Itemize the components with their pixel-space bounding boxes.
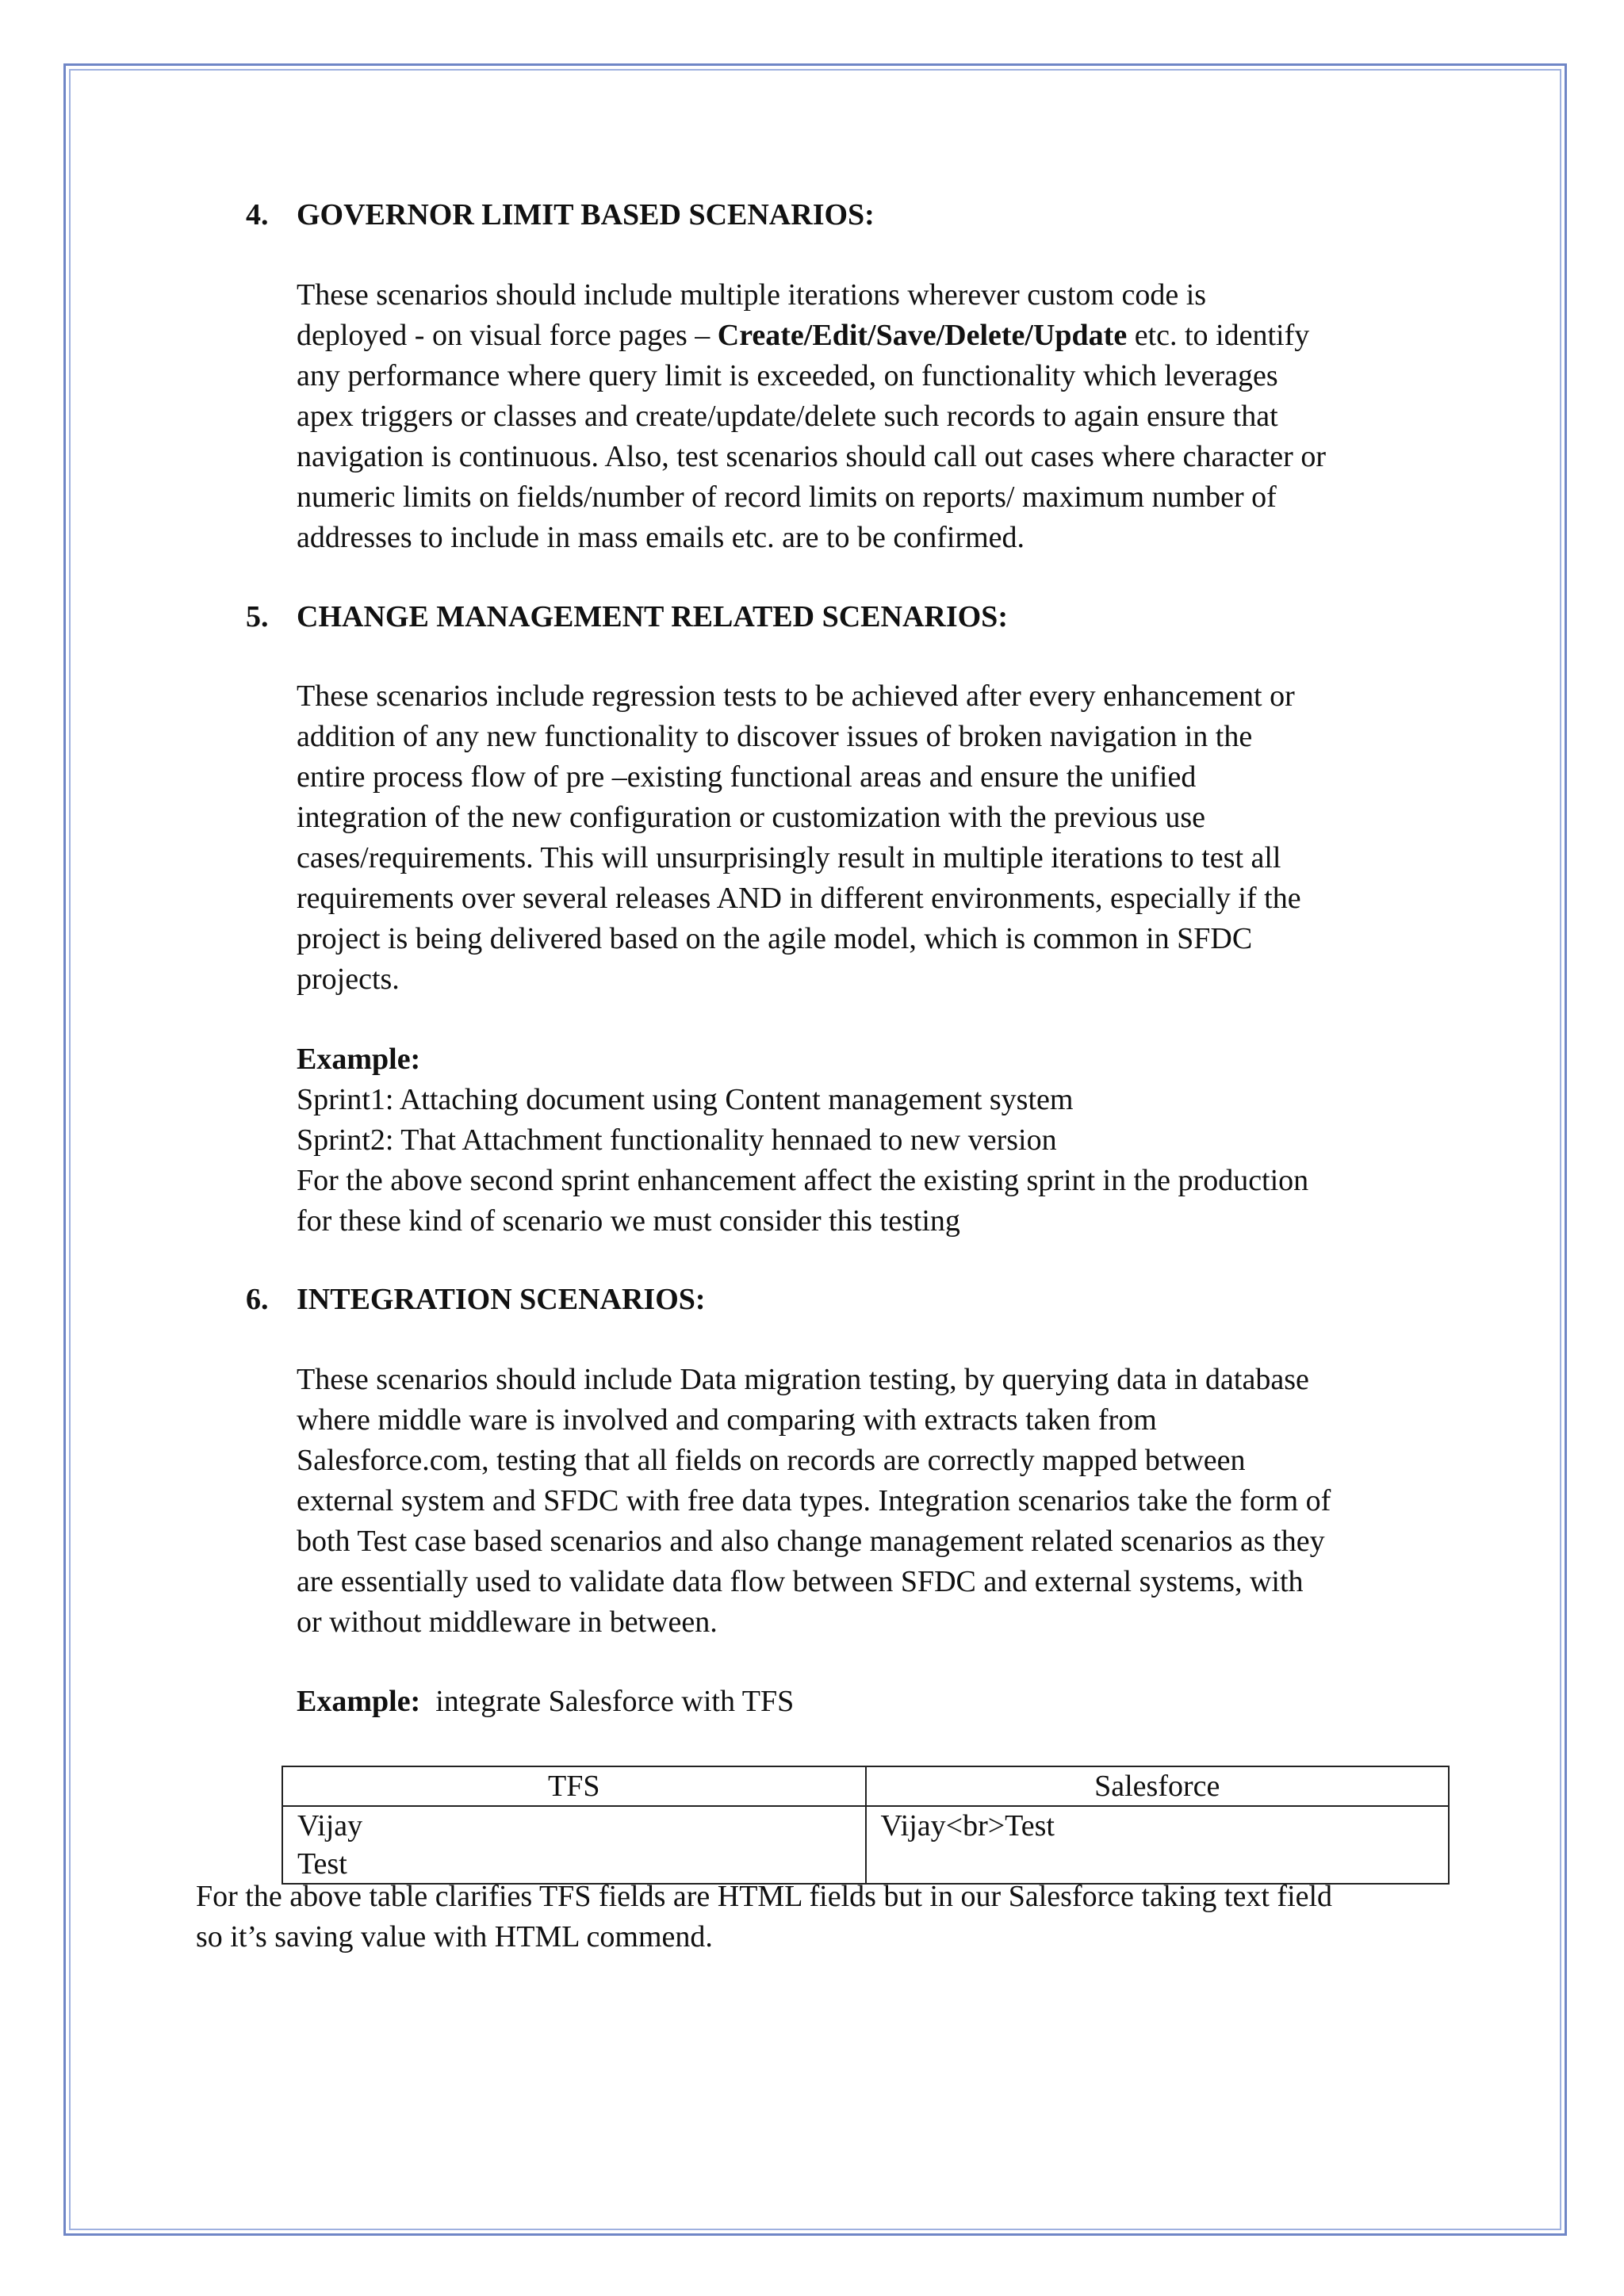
section-title: INTEGRATION SCENARIOS: <box>297 1283 706 1316</box>
section-6-example <box>297 1682 1454 1722</box>
text-line: any performance where query limit is exceeded, on functionality which leverages <box>297 359 1278 392</box>
section-5-paragraph <box>297 676 1454 1000</box>
table-cell-tfs <box>282 1806 866 1884</box>
text-line: Sprint2: That Attachment functionality hennaed to new version <box>297 1123 1057 1157</box>
text-line: For the above second sprint enhancement affect the existing sprint in the production <box>297 1164 1309 1197</box>
example-text: integrate Salesforce with TFS <box>420 1685 795 1718</box>
text-line: external system and SFDC with free data types. Integration scenarios take the form of <box>297 1484 1331 1517</box>
text-line: Sprint1: Attaching document using Content management system <box>297 1083 1074 1116</box>
text-line <box>297 1682 1454 1722</box>
text-line: where middle ware is involved and comparing with extracts taken from <box>297 1403 1157 1437</box>
text-line: integration of the new configuration or customization with the previous use <box>297 801 1206 834</box>
table-row <box>282 1806 1449 1884</box>
text-line: numeric limits on fields/number of record limits on reports/ maximum number of <box>297 480 1277 514</box>
text-line: These scenarios include regression tests to be achieved after every enhancement or <box>297 679 1295 713</box>
table-header-row <box>282 1766 1449 1806</box>
section-title: GOVERNOR LIMIT BASED SCENARIOS: <box>297 198 875 232</box>
text-line: cases/requirements. This will unsurprisingly result in multiple iterations to test all <box>297 841 1281 874</box>
section-5-example <box>297 1039 1454 1242</box>
section-title: CHANGE MANAGEMENT RELATED SCENARIOS: <box>297 600 1008 633</box>
text-line: projects. <box>297 962 400 996</box>
integration-table <box>282 1766 1450 1885</box>
text-run: deployed - on visual force pages – <box>297 319 718 352</box>
table-cell-salesforce: Vijay<br>Test <box>866 1806 1450 1884</box>
section-number: 5. <box>246 600 269 633</box>
column-header-salesforce: Salesforce <box>866 1766 1450 1806</box>
text-line: so it’s saving value with HTML commend. <box>196 1920 713 1954</box>
bold-actions: Create/Edit/Save/Delete/Update <box>717 319 1128 352</box>
cell-line: Test <box>297 1847 347 1881</box>
text-line: or without middleware in between. <box>297 1605 718 1639</box>
text-line: addition of any new functionality to discover issues of broken navigation in the <box>297 720 1253 753</box>
text-line: addresses to include in mass emails etc. are to be confirmed. <box>297 521 1025 554</box>
text-line: are essentially used to validate data flow between SFDC and external systems, with <box>297 1565 1304 1598</box>
text-line: navigation is continuous. Also, test scenarios should call out cases where character or <box>297 440 1326 473</box>
text-line: requirements over several releases AND in different environments, especially if the <box>297 882 1301 915</box>
example-label: Example: <box>297 1685 421 1718</box>
column-header-tfs: TFS <box>282 1766 866 1806</box>
section-4-paragraph <box>297 275 1454 558</box>
table-note <box>196 1877 1332 1957</box>
text-run: etc. to identify <box>1127 319 1310 352</box>
text-line: apex triggers or classes and create/update/delete such records to again ensure that <box>297 400 1278 433</box>
text-line: These scenarios should include Data migration testing, by querying data in database <box>297 1363 1309 1396</box>
example-label: Example: <box>297 1043 421 1076</box>
text-line: project is being delivered based on the agile model, which is common in SFDC <box>297 922 1253 955</box>
text-line: These scenarios should include multiple iterations wherever custom code is <box>297 278 1207 312</box>
text-line: For the above table clarifies TFS fields are HTML fields but in our Salesforce taking text field <box>196 1880 1333 1913</box>
text-line <box>297 316 1454 356</box>
section-number: 6. <box>246 1283 269 1316</box>
text-line: both Test case based scenarios and also change management related scenarios as they <box>297 1525 1325 1558</box>
cell-line: Vijay <box>297 1809 363 1843</box>
text-line: entire process flow of pre –existing functional areas and ensure the unified <box>297 760 1197 794</box>
text-line: for these kind of scenario we must consider this testing <box>297 1204 960 1238</box>
section-number: 4. <box>246 198 269 232</box>
text-line: Salesforce.com, testing that all fields on records are correctly mapped between <box>297 1444 1246 1477</box>
section-6-paragraph <box>297 1360 1454 1643</box>
